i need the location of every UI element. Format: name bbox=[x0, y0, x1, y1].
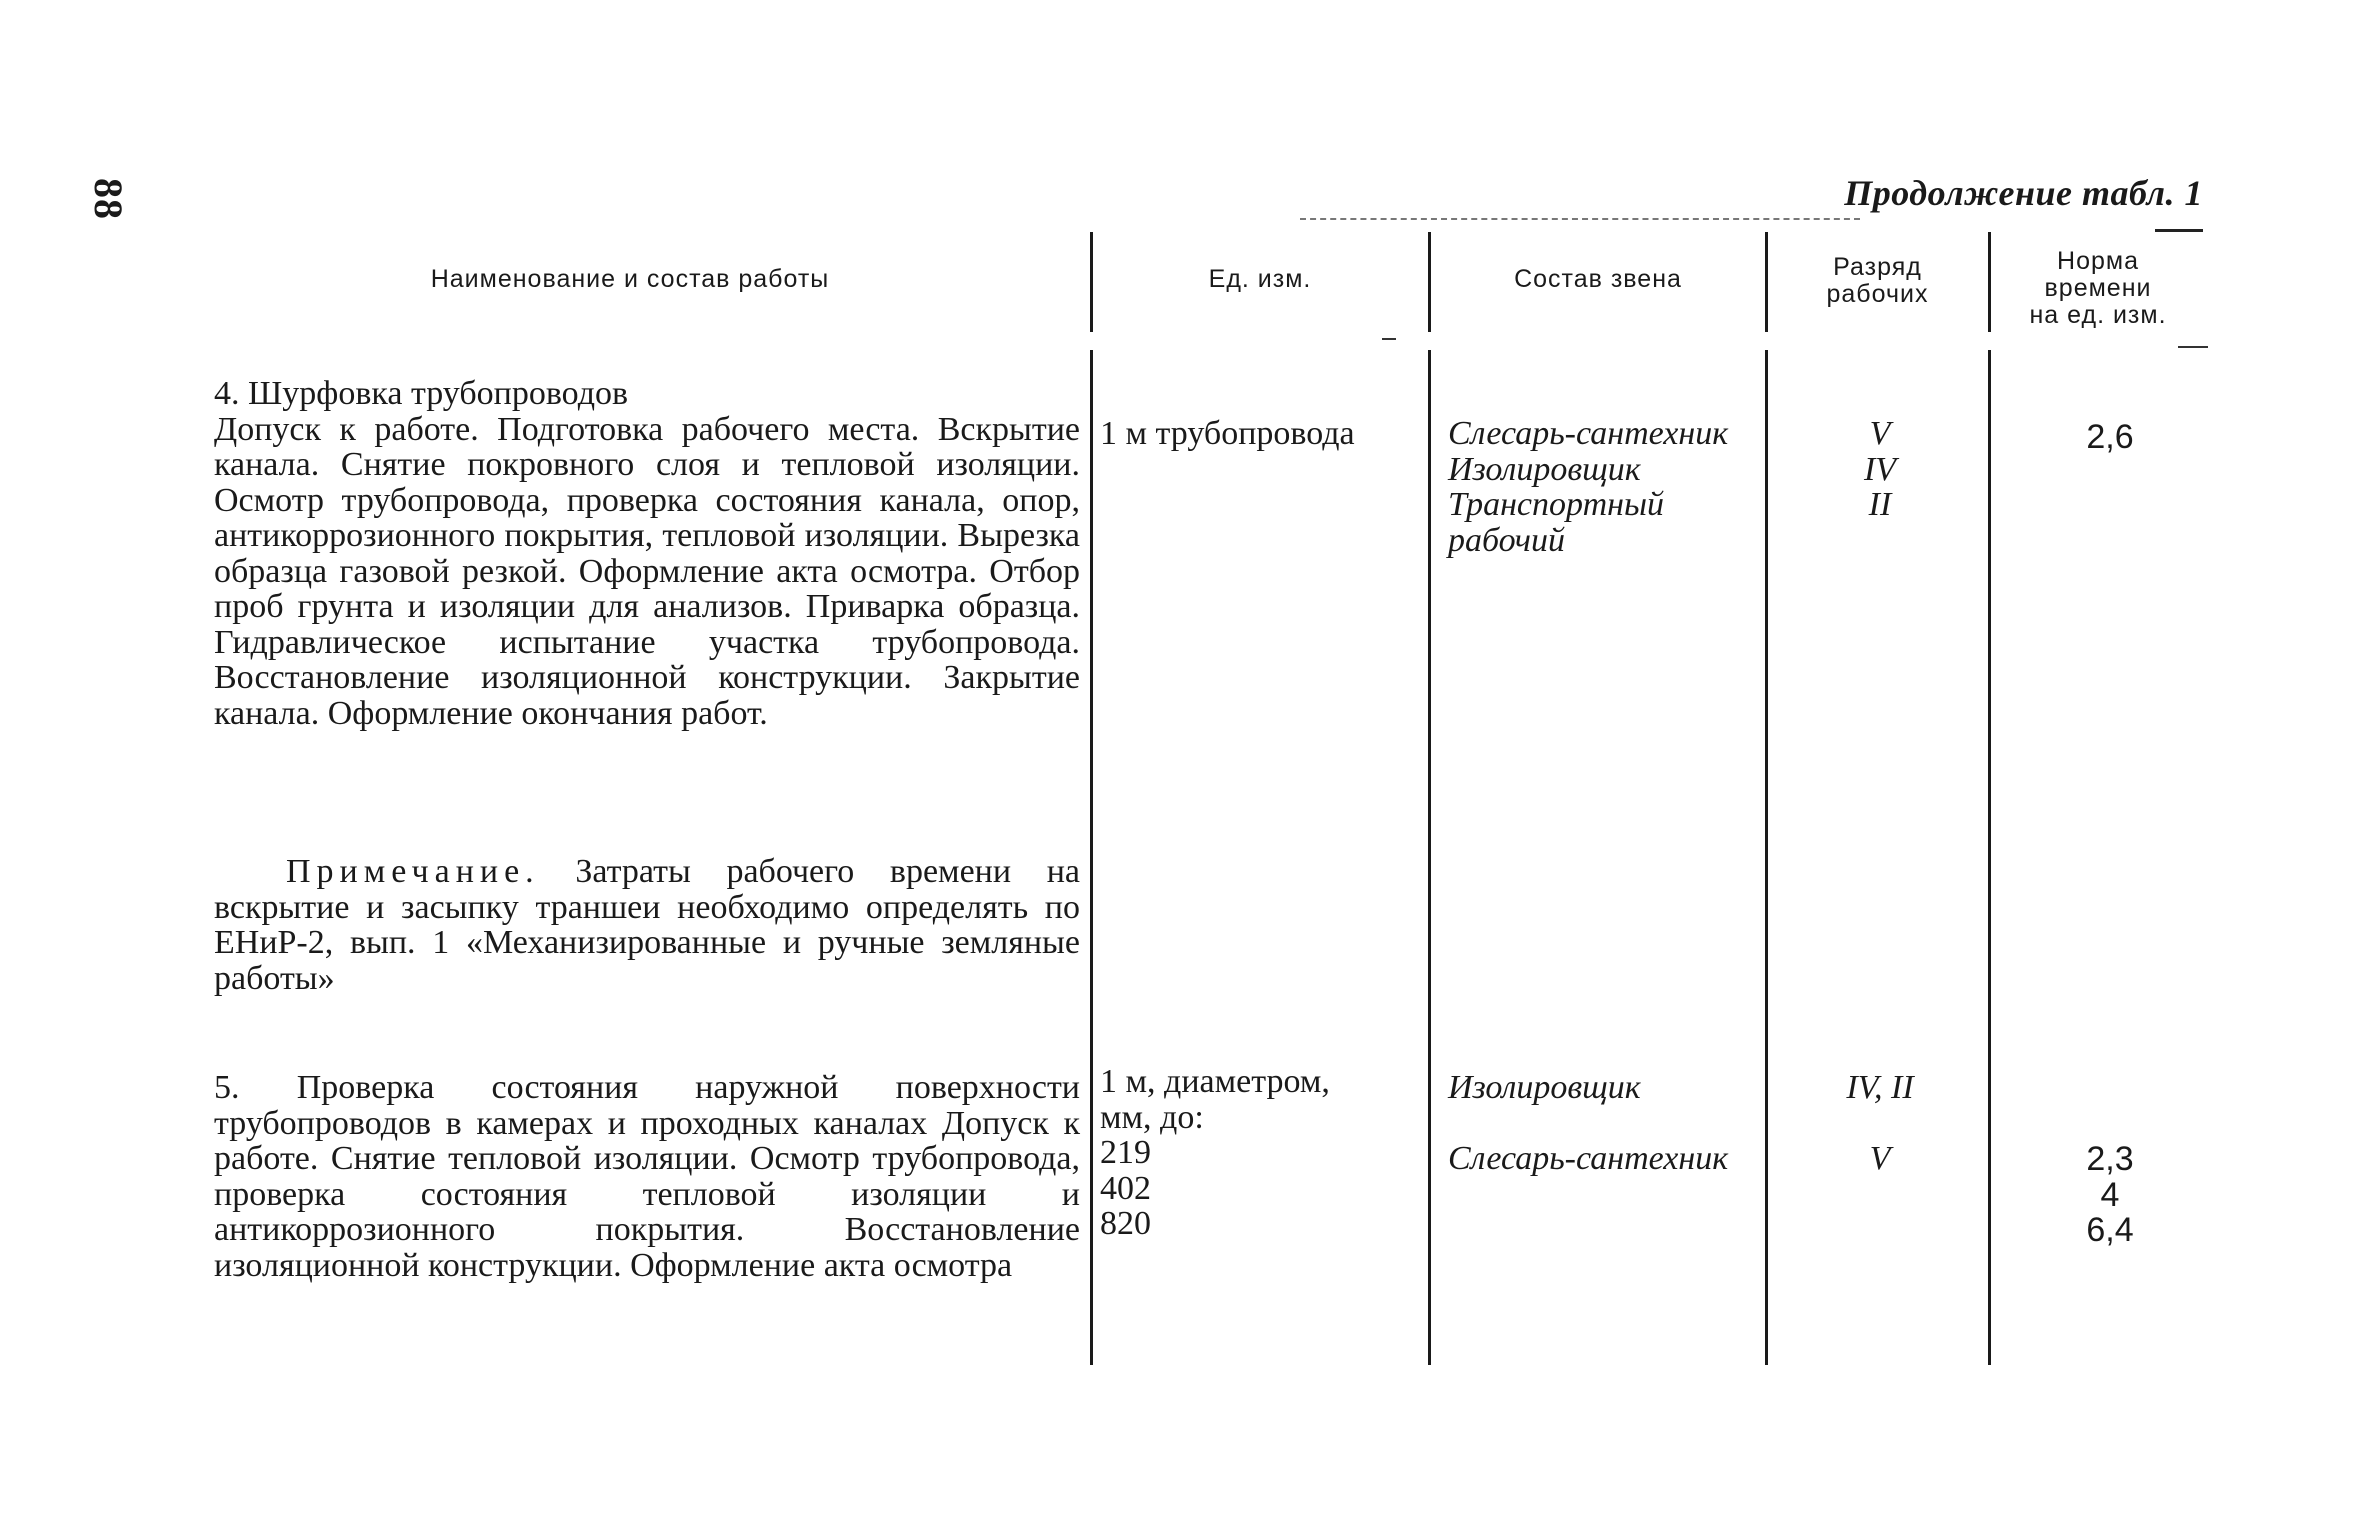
row-5-name-cell bbox=[214, 1070, 1080, 1283]
row-4-grade-3: II bbox=[1868, 486, 1892, 523]
row-5-diameter-3: 820 bbox=[1100, 1205, 1151, 1242]
row-4-crew-4: рабочий bbox=[1448, 521, 1565, 559]
row-5-unit bbox=[1100, 1064, 1425, 1242]
header-grade-line1: Разряд bbox=[1833, 253, 1922, 281]
row-5-grade-2: V bbox=[1869, 1139, 1891, 1177]
row-4-norm: 2,6 bbox=[2086, 418, 2134, 456]
column-divider-4-header bbox=[1988, 232, 1991, 332]
row-4-note-label: Примечание. bbox=[286, 853, 540, 890]
row-4-crew-3: Транспортный bbox=[1448, 486, 1665, 523]
row-5-grade-1: IV, II bbox=[1846, 1069, 1914, 1106]
header-crew-column: Состав звена bbox=[1514, 265, 1682, 293]
header-norm-line1: Норма bbox=[2057, 247, 2139, 275]
row-4-grades bbox=[1790, 416, 1970, 523]
header-name-column: Наименование и состав работы bbox=[430, 265, 830, 293]
row-4-crew-2: Изолировщик bbox=[1448, 450, 1641, 488]
row-4-name-cell bbox=[214, 376, 1080, 731]
row-5-norms bbox=[2005, 1142, 2215, 1249]
row-4-crew-1: Слесарь-сантехник bbox=[1448, 415, 1729, 452]
header-rule-mark bbox=[1382, 338, 1396, 340]
header-norm-column bbox=[1993, 248, 2203, 329]
row-5-unit-line1: 1 м, диаметром, bbox=[1100, 1063, 1330, 1100]
row-5-crew-1: Изолировщик bbox=[1448, 1069, 1641, 1106]
header-rule-mark-right bbox=[2178, 346, 2208, 348]
column-divider-1 bbox=[1090, 350, 1093, 1365]
row-5-unit-line2: мм, до: bbox=[1100, 1098, 1204, 1136]
row-5-diameter-2: 402 bbox=[1100, 1169, 1151, 1207]
column-divider-3 bbox=[1765, 350, 1768, 1365]
row-4-description: Допуск к работе. Подготовка рабочего места. Вскрытие канала. Снятие покровного слоя и тепловой изоляции. Осмотр трубопровода, проверка состояния канала, опор, антикоррозионного покрытия, тепловой изоляции. Вырезка образца газовой резкой. Оформление акта осмотра. Отбор проб грунта и изоляции для анализов. Приварка образца. Гидравлическое испытание участка трубопровода. Восстановление изоляционной конструкции. Закрытие канала. Оформление окончания работ. bbox=[214, 410, 1080, 732]
header-norm-line3: на ед. изм. bbox=[2029, 301, 2167, 329]
row-5-description: 5. Проверка состояния наружной поверхности трубопроводов в камерах и проходных каналах Допуск к работе. Снятие тепловой изоляции. Осмотр трубопровода, проверка состояния тепловой изоляции и антикоррозионного покрытия. Восстановление изоляционной конструкции. Оформление акта осмотра bbox=[214, 1069, 1080, 1284]
row-4-title: 4. Шурфовка трубопроводов bbox=[214, 375, 629, 412]
column-divider-2-header bbox=[1428, 232, 1431, 332]
table-continuation-label: Продолжение табл. 1 bbox=[1844, 173, 2203, 213]
row-4-note-text: Затраты рабочего времени на вскрытие и засыпку траншеи необходимо определять по ЕНиР-2, вып. 1 «Механизированные и ручные земляные работы» bbox=[214, 853, 1080, 997]
header-unit-column: Ед. изм. bbox=[1208, 265, 1312, 293]
column-divider-3-header bbox=[1765, 232, 1768, 332]
row-4-unit: 1 м трубопровода bbox=[1100, 415, 1355, 452]
column-divider-4 bbox=[1988, 350, 1991, 1365]
row-5-norm-3: 6,4 bbox=[2086, 1211, 2134, 1249]
row-4-grade-1: V bbox=[1869, 415, 1891, 452]
row-5-crew-2: Слесарь-сантехник bbox=[1448, 1139, 1729, 1177]
row-5-diameter-1: 219 bbox=[1100, 1134, 1151, 1171]
row-5-crew bbox=[1448, 1070, 1763, 1176]
header-grade-column bbox=[1770, 254, 1985, 308]
row-4-grade-2: IV bbox=[1863, 450, 1897, 488]
row-5-norm-1: 2,3 bbox=[2086, 1140, 2134, 1178]
column-divider-1-header bbox=[1090, 232, 1093, 332]
row-5-grades bbox=[1790, 1070, 1970, 1176]
continuation-underline bbox=[2155, 229, 2203, 232]
row-5-norm-2: 4 bbox=[2100, 1175, 2120, 1214]
header-grade-line2: рабочих bbox=[1826, 280, 1929, 308]
row-4-crew bbox=[1448, 416, 1763, 558]
header-norm-line2: времени bbox=[2044, 274, 2152, 302]
row-4-note bbox=[214, 854, 1080, 996]
page-number: 88 bbox=[86, 178, 131, 220]
header-dash-line bbox=[1300, 218, 1860, 222]
column-divider-2 bbox=[1428, 350, 1431, 1365]
